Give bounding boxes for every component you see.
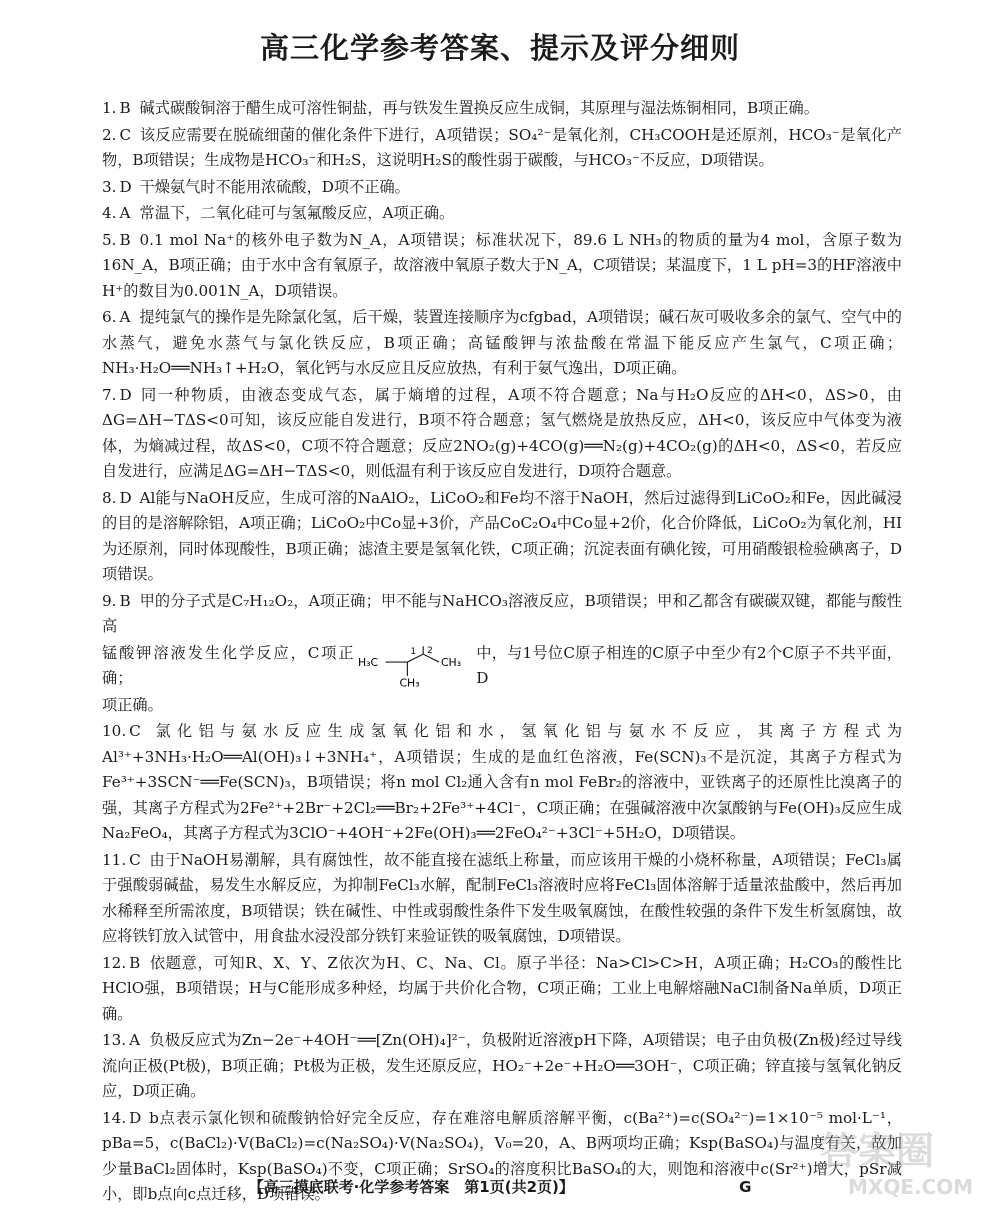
- molecule-left-label: H₃C: [357, 656, 378, 669]
- item-text: 中，与1号位C原子相连的C原子中至少有2个C原子不共平面，D: [476, 643, 902, 687]
- answer-item-13: [102, 1028, 902, 1105]
- item-answer: D: [119, 177, 132, 196]
- item-text: 提纯氯气的操作是先除氯化氢，后干燥，装置连接顺序为cfgbad，A项错误；碱石灰可吸收多余的氯气、空气中的水蒸气，避免水蒸气与氯化铁反应，B项正确；高锰酸钾与浓盐酸在常温下能反应产生氯气，C项正确；NH₃·H₂O══NH₃↑+H₂O，氧化钙与水反应且反应放热，有利于氨气逸出，D项正确。: [102, 308, 902, 377]
- item-number: 3.: [102, 177, 117, 196]
- page-title: 高三化学参考答案、提示及评分细则: [259, 31, 740, 65]
- item-text: Al能与NaOH反应，生成可溶的NaAlO₂，LiCoO₂和Fe均不溶于NaOH，然后过滤得到LiCoO₂和Fe，因此碱浸的目的是溶解除铝，A项正确；LiCoO₂中Co显+3价，产品CoC₂O₄中Co显+2价，化合价降低，LiCoO₂为氧化剂，HI为还原剂，同时体现酸性，B项正确；滤渣主要是氢氧化铁，C项正确；沉淀表面有碘化铵，可用硝酸银检验碘离子，D项错误。: [102, 488, 902, 583]
- watermark-sub: MXQE.COM: [848, 1175, 974, 1199]
- item-text: 负极反应式为Zn−2e⁻+4OH⁻══[Zn(OH)₄]²⁻，负极附近溶液pH下降，A项错误；电子由负极(Zn极)经过导线流向正极(Pt极)，B项正确；Pt极为正极，发生还原反应，HO₂⁻+2e⁻+H₂O══3OH⁻，C项正确；锌直接与氢氧化钠反应，D项正确。: [102, 1031, 902, 1100]
- footer-code: G: [739, 1178, 752, 1196]
- answer-item-4: [102, 201, 902, 227]
- item-text: 氯化铝与氨水反应生成氢氧化铝和水，氢氧化铝与氨水不反应，其离子方程式为Al³⁺+3NH₃·H₂O══Al(OH)₃↓+3NH₄⁺，A项错误；生成的是血红色溶液，Fe(SCN)₃不是沉淀，其离子方程式为Fe³⁺+3SCN⁻══Fe(SCN)₃，B项错误；将n mol Cl₂通入含有n mol FeBr₂的溶液中，亚铁离子的还原性比溴离子的强，其离子方程式为2Fe²⁺+2Br⁻+2Cl₂══Br₂+2Fe³⁺+4Cl⁻，C项正确；在强碱溶液中次氯酸钠与Fe(OH)₃反应生成Na₂FeO₄，其离子方程式为3ClO⁻+4OH⁻+2Fe(OH)₃══2FeO₄²⁻+3Cl⁻+5H₂O，D项错误。: [102, 722, 902, 842]
- item-text: 0.1 mol Na⁺的核外电子数为N_A，A项错误；标准状况下，89.6 L NH₃的物质的量为4 mol，含原子数为16N_A，B项正确；由于水中含有氧原子，故溶液中氧原子数大于N_A，C项错误；某温度下，1 L pH=3的HF溶液中H⁺的数目为0.001N_A，D项错误。: [102, 230, 902, 300]
- item-answer: D: [129, 1108, 142, 1127]
- item-answer: C: [129, 722, 141, 740]
- item-text: 项正确。: [102, 695, 163, 714]
- answer-item-11: [102, 848, 902, 950]
- item-answer: A: [129, 1031, 141, 1049]
- molecule-bottom-label: CH₃: [399, 676, 420, 688]
- item-text: 锰酸钾溶液发生化学反应，C项正确；: [102, 643, 354, 687]
- molecule-right-label: CH₃: [440, 656, 461, 669]
- item-number: 2.: [102, 125, 117, 144]
- item-answer: B: [119, 99, 131, 117]
- item-answer: D: [119, 385, 132, 404]
- item-number: 10.: [102, 722, 127, 740]
- answer-item-5: [102, 228, 902, 305]
- item-number: 1.: [102, 99, 117, 117]
- item-answer: C: [129, 850, 141, 869]
- molecule-num2: 2: [426, 646, 433, 657]
- answer-item-9: [102, 589, 902, 640]
- watermark-logo: [812, 1114, 982, 1204]
- molecule-structure: [356, 644, 475, 688]
- item-answer: C: [119, 125, 132, 144]
- item-number: 4.: [102, 204, 117, 222]
- item-text: b点表示氯化钡和硫酸钠恰好完全反应，存在难溶电解质溶解平衡，c(Ba²⁺)=c(SO₄²⁻)=1×10⁻⁵ mol·L⁻¹，pBa=5，c(BaCl₂)·V(BaCl₂)=c(Na₂SO₄)·V(Na₂SO₄)，V₀=20，A、B两项均正确；Ksp(BaSO₄)与温度有关，故加少量BaCl₂固体时，Ksp(BaSO₄)不变，C项正确；SrSO₄的溶度积比BaSO₄的大，则饱和溶液中c(Sr²⁺)增大，pSr减小，即b点向c点迁移，D项错误。: [102, 1108, 902, 1203]
- answer-item-9-tail: [102, 693, 902, 719]
- answer-item-9-structure-line: [102, 641, 902, 692]
- item-number: 9.: [102, 591, 117, 610]
- item-text: 该反应需要在脱硫细菌的催化条件下进行，A项错误；SO₄²⁻是氧化剂，CH₃COOH是还原剂，HCO₃⁻是氧化产物，B项错误；生成物是HCO₃⁻和H₂S，这说明H₂S的酸性弱于碳酸，与HCO₃⁻不反应，D项错误。: [102, 125, 902, 169]
- answer-item-2: [102, 123, 902, 174]
- item-number: 6.: [102, 308, 117, 326]
- item-number: 12.: [102, 953, 127, 972]
- item-text: 常温下，二氧化硅可与氢氟酸反应，A项正确。: [139, 204, 455, 222]
- item-text: 依题意，可知R、X、Y、Z依次为H、C、Na、Cl。原子半径：Na>Cl>C>H，A项正确；H₂CO₃的酸性比HClO强，B项错误；H与C能形成多种烃，均属于共价化合物，C项正确；工业上电解熔融NaCl制备Na单质，D项正确。: [102, 953, 902, 1023]
- watermark-text: 答案圈: [820, 1129, 935, 1173]
- answer-item-10: [102, 719, 902, 847]
- answer-item-6: [102, 305, 902, 382]
- item-text: 甲的分子式是C₇H₁₂O₂，A项正确；甲不能与NaHCO₃溶液反应，B项错误；甲和乙都含有碳碳双键，都能与酸性高: [102, 591, 902, 635]
- molecule-num1: 1: [409, 647, 416, 658]
- item-number: 5.: [102, 230, 117, 249]
- item-text: 由于NaOH易潮解，具有腐蚀性，故不能直接在滤纸上称量，而应该用干燥的小烧杯称量，A项错误；FeCl₃属于强酸弱碱盐，易发生水解反应，为抑制FeCl₃水解，配制FeCl₃溶液时应将FeCl₃固体溶解于适量浓盐酸中，然后再加水稀释至所需浓度，B项错误；铁在碱性、中性或弱酸性条件下发生吸氧腐蚀，在酸性较强的条件下发生析氢腐蚀，故应将铁钉放入试管中，用食盐水浸没部分铁钉来验证铁的吸氧腐蚀，D项错误。: [102, 850, 902, 945]
- item-answer: B: [119, 591, 131, 610]
- item-number: 14.: [102, 1108, 127, 1127]
- answer-item-1: [102, 96, 902, 122]
- item-text: 同一种物质，由液态变成气态，属于熵增的过程，A项不符合题意；Na与H₂O反应的ΔH<0，ΔS>0，由ΔG=ΔH−TΔS<0可知，该反应能自发进行，B项不符合题意；氢气燃烧是放热反应，ΔH<0，该反应中气体变为液体，为熵减过程，故ΔS<0，C项不符合题意；反应2NO₂(g)+4CO(g)══N₂(g)+4CO₂(g)的ΔH<0，ΔS<0，若反应自发进行，应满足ΔG=ΔH−TΔS<0，则低温有利于该反应自发进行，D项符合题意。: [102, 385, 902, 480]
- item-text: 干燥氨气时不能用浓硫酸，D项不正确。: [139, 177, 410, 196]
- item-number: 7.: [102, 385, 117, 404]
- answer-item-12: [102, 951, 902, 1028]
- answer-list: [102, 96, 902, 1209]
- item-number: 8.: [102, 488, 117, 507]
- item-text: 碱式碳酸铜溶于醋生成可溶性铜盐，再与铁发生置换反应生成铜，其原理与湿法炼铜相同，B项正确。: [139, 99, 819, 117]
- footer-text: 【高三摸底联考·化学参考答案 第1页(共2页)】: [248, 1178, 574, 1196]
- item-answer: A: [119, 204, 131, 222]
- item-answer: B: [129, 953, 141, 972]
- answer-item-7: [102, 383, 902, 485]
- item-answer: D: [119, 488, 132, 507]
- answer-item-8: [102, 486, 902, 588]
- item-answer: A: [119, 308, 131, 326]
- item-answer: B: [119, 230, 131, 249]
- item-number: 11.: [102, 850, 127, 869]
- item-number: 13.: [102, 1031, 127, 1049]
- answer-item-3: [102, 175, 902, 201]
